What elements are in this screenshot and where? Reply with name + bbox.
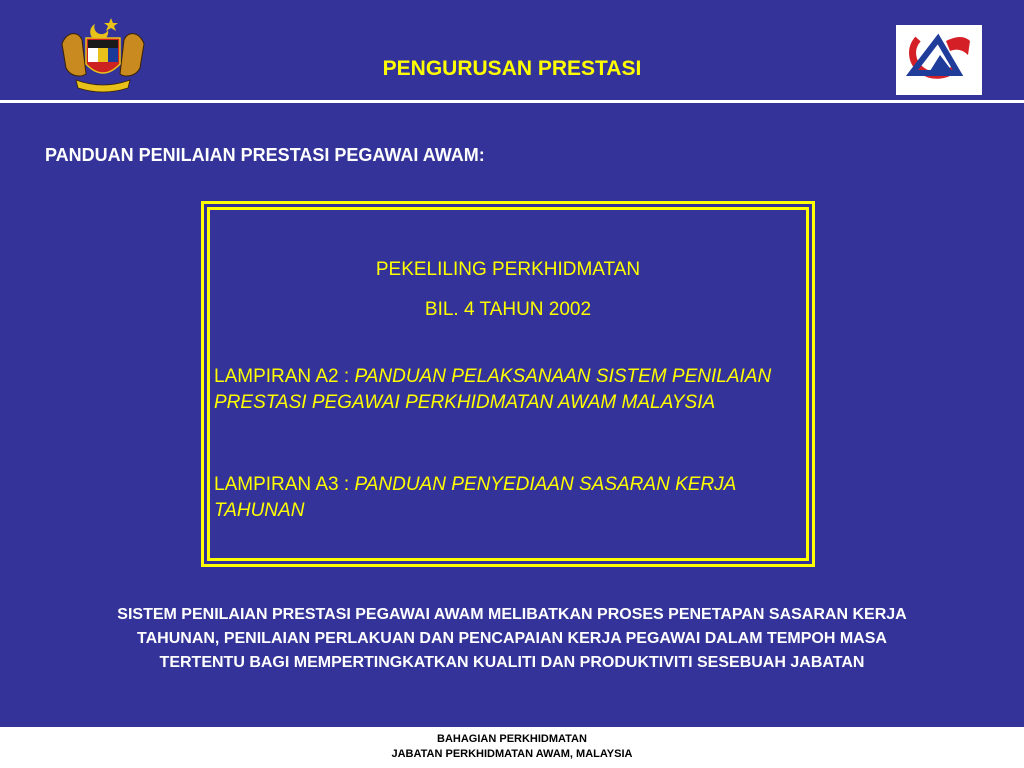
slide-title: PENGURUSAN PRESTASI: [382, 57, 642, 80]
lampiran-a2-text: PANDUAN PELAKSANAAN SISTEM PENILAIAN PRESTASI PEGAWAI PERKHIDMATAN AWAM MALAYSIA: [214, 366, 772, 413]
circular-number: BIL. 4 TAHUN 2002: [424, 299, 592, 320]
circular-title: PEKELILING PERKHIDMATAN: [375, 259, 641, 280]
section-subtitle: PANDUAN PENILAIAN PRESTASI PEGAWAI AWAM:: [45, 145, 485, 165]
lampiran-a3: [214, 472, 774, 524]
description-paragraph: SISTEM PENILAIAN PRESTASI PEGAWAI AWAM MELIBATKAN PROSES PENETAPAN SASARAN KERJA TAHUNAN, PENILAIAN PERLAKUAN DAN PENCAPAIAN KERJA PEGAWAI DALAM TEMPOH MASA TERTENTU BAGI MEMPERTINGKATKAN KUALITI DAN PRODUKTIVITI SESEBUAH JABATAN: [117, 606, 907, 671]
lampiran-a3-label: LAMPIRAN A3 :: [214, 474, 355, 495]
circular-info-box: [201, 201, 815, 567]
lampiran-a2-label: LAMPIRAN A2 :: [214, 366, 355, 387]
slide-footer: [0, 727, 1024, 768]
footer-division: BAHAGIAN PERKHIDMATAN: [437, 733, 587, 745]
header-divider: [0, 100, 1024, 103]
footer-department: JABATAN PERKHIDMATAN AWAM, MALAYSIA: [391, 748, 633, 760]
coat-of-arms-icon: [56, 14, 150, 94]
info-box-content: [204, 204, 812, 564]
lampiran-a2: [214, 364, 774, 416]
jpa-logo-icon: [896, 25, 982, 95]
lampiran-a3-text: PANDUAN PENYEDIAAN SASARAN KERJA TAHUNAN: [214, 474, 736, 521]
slide-header: [0, 0, 1024, 100]
jpa-logo: [896, 25, 982, 95]
